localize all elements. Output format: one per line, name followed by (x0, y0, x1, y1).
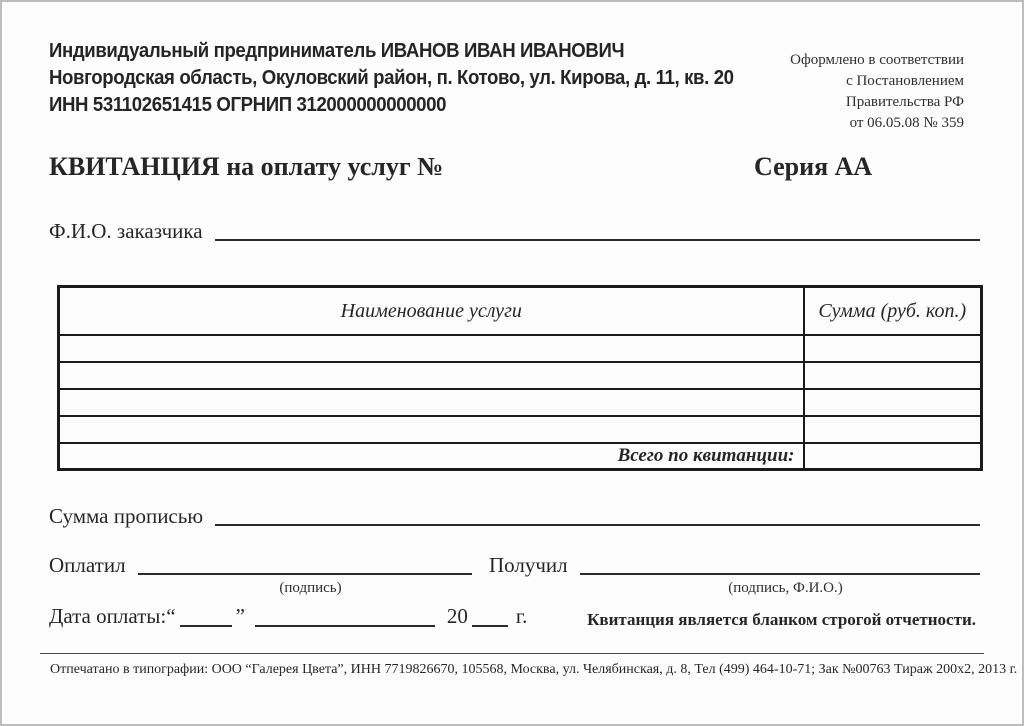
issuer-block (49, 38, 779, 119)
received-block (489, 554, 980, 597)
payment-date-label: Дата оплаты: (49, 604, 167, 628)
service-name-header: Наименование услуги (59, 287, 804, 336)
customer-row (49, 220, 980, 243)
paid-signature-line[interactable] (138, 567, 472, 575)
amount-cell[interactable] (804, 335, 982, 362)
amount-header: Сумма (руб. коп.) (804, 287, 982, 336)
customer-input-line[interactable] (215, 233, 980, 241)
total-amount-cell[interactable] (804, 443, 982, 470)
total-label: Всего по квитанции: (59, 443, 804, 470)
amount-in-words-row (49, 505, 980, 528)
print-info: Отпечатано в типографии: ООО “Галерея Цвета”, ИНН 7719826670, 105568, Москва, ул. Челябинская, д. 8, Тел (499) 464-10-71; Зак №00763 Тираж 200х2, 2013 г. (50, 662, 1018, 677)
amount-in-words-line[interactable] (215, 518, 980, 526)
legal-line: Оформлено в соответствии (790, 52, 964, 68)
paid-caption: (подпись) (279, 580, 342, 597)
issuer-inn-ogrnip: ИНН 531102651415 ОГРНИП 312000000000000 (49, 94, 447, 116)
year-suffix: г. (515, 604, 528, 628)
paid-label: Оплатил (49, 553, 126, 577)
received-label: Получил (489, 553, 568, 577)
footer-divider (40, 653, 984, 654)
service-name-cell[interactable] (59, 362, 804, 389)
amount-in-words-label: Сумма прописью (49, 504, 204, 528)
year-prefix: 20 (446, 604, 468, 628)
service-row (59, 362, 982, 389)
legal-line: от 06.05.08 № 359 (849, 115, 964, 131)
amount-cell[interactable] (804, 362, 982, 389)
customer-label: Ф.И.О. заказчика (49, 219, 203, 243)
series-label: Серия АА (754, 152, 873, 181)
date-month-line[interactable] (255, 619, 435, 627)
legal-line: с Постановлением (846, 73, 964, 89)
table-header-row (59, 287, 982, 336)
form-title: КВИТАНЦИЯ на оплату услуг № (49, 152, 444, 181)
service-row (59, 335, 982, 362)
service-name-cell[interactable] (59, 416, 804, 443)
issuer-address: Новгородская область, Окуловский район, п. Котово, ул. Кирова, д. 11, кв. 20 (49, 67, 734, 89)
received-signature-line[interactable] (580, 567, 980, 575)
issuer-name: Индивидуальный предприниматель ИВАНОВ ИВАН ИВАНОВИЧ (49, 40, 625, 62)
service-row (59, 389, 982, 416)
amount-cell[interactable] (804, 389, 982, 416)
amount-cell[interactable] (804, 416, 982, 443)
open-quote: “ (166, 604, 176, 628)
service-row (59, 416, 982, 443)
legal-line: Правительства РФ (845, 94, 964, 110)
total-row (59, 443, 982, 470)
legal-reference (790, 50, 964, 134)
service-name-cell[interactable] (59, 389, 804, 416)
date-year-line[interactable] (472, 619, 508, 627)
date-day-line[interactable] (180, 619, 232, 627)
close-quote: ” (235, 604, 245, 628)
paid-block (49, 554, 472, 597)
services-table (57, 285, 983, 471)
service-name-cell[interactable] (59, 335, 804, 362)
payment-date-row (49, 604, 527, 629)
received-caption: (подпись, Ф.И.О.) (728, 580, 843, 597)
strict-reporting-note: Квитанция является бланком строгой отчетности. (587, 610, 976, 629)
